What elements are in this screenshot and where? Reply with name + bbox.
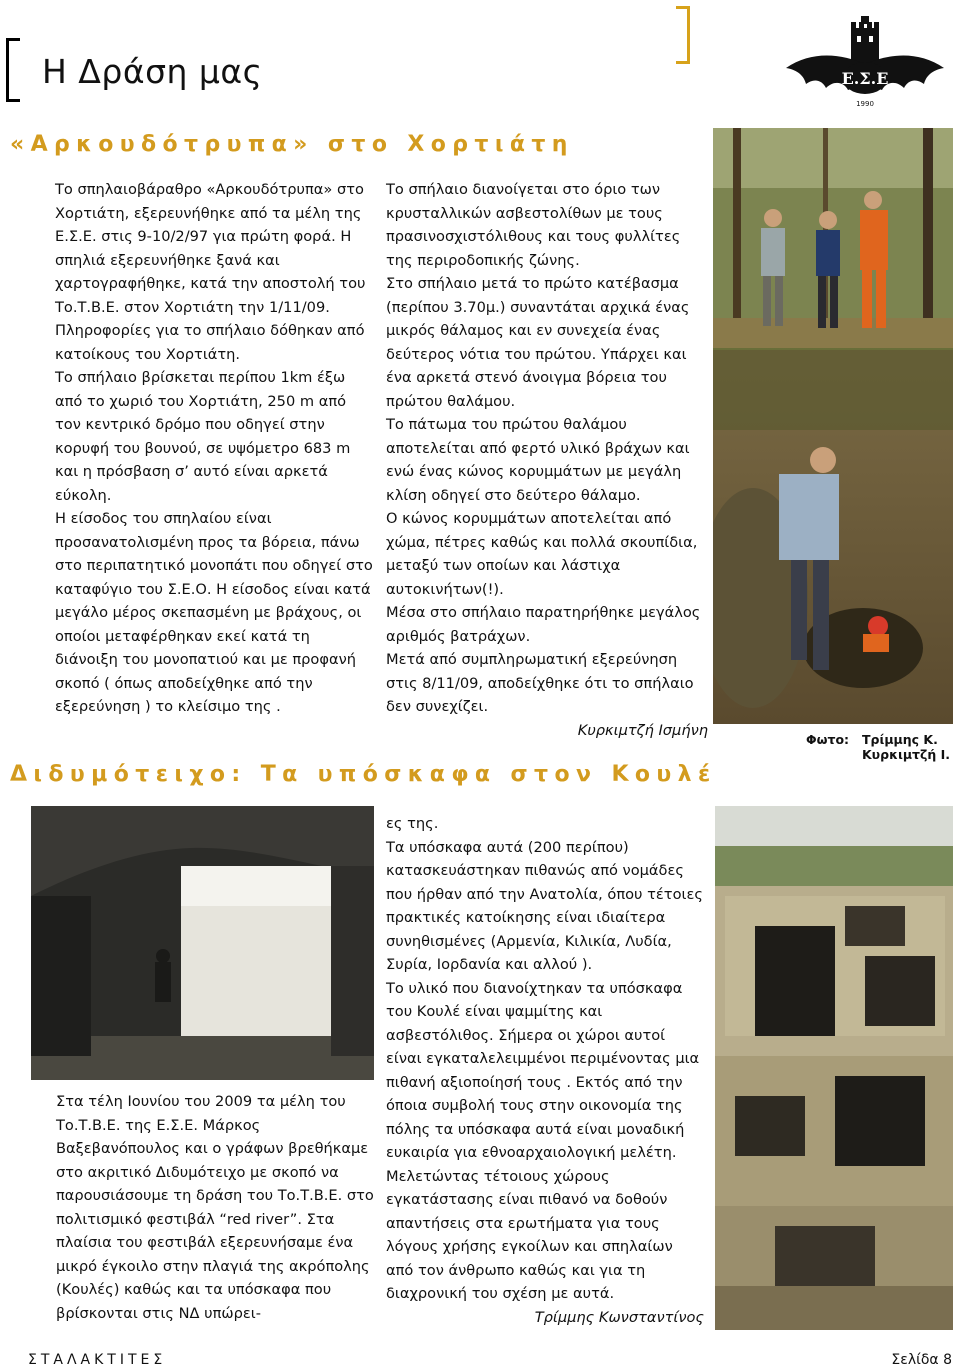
paragraph: ες της. — [386, 815, 439, 832]
article1-column-1 — [55, 178, 373, 719]
author-signature: Τρίμμης Κωνσταντίνος — [534, 1308, 704, 1326]
page-number: Σελίδα 8 — [891, 1352, 952, 1368]
paragraph: Το σπήλαιο βρίσκεται περίπου 1km έξω από το χωριό του Χορτιάτη, 250 m από τον κεντρικό δρόμο που οδηγεί στην κορυφή του βουνού, σε υψόμετρο 683 m και η πρόσβαση σ’ αυτό είναι αρκετά εύκολη. — [55, 369, 351, 504]
photo-credit — [806, 732, 958, 762]
article1-title: «Αρκουδότρυπα» στο Χορτιάτη — [10, 132, 574, 157]
article2-title: Διδυμότειχο: Τα υπόσκαφα στον Κουλέ — [10, 762, 717, 787]
photo-image — [715, 806, 953, 1330]
header-bracket-left — [6, 38, 20, 102]
article1-column-2 — [386, 178, 708, 742]
paragraph: Το πάτωμα του πρώτου θαλάμου αποτελείται από φερτό υλικό βράχων και ενώ ένας κώνος κορυμμάτων με μεγάλη κλίση οδηγεί στο δεύτερο θάλαμο. — [386, 416, 690, 504]
underground-dwellings-photo — [31, 806, 374, 1080]
paragraph: Ο κώνος κορυμμάτων αποτελείται από χώμα, πέτρες καθώς και πολλά σκουπίδια, μεταξύ των οποίων και λάστιχα αυτοκινήτων(!). — [386, 510, 698, 598]
club-logo — [782, 14, 948, 110]
photo-image — [713, 128, 953, 724]
paragraph: Το σπηλαιοβάραθρο «Αρκουδότρυπα» στο Χορτιάτη, εξερευνήθηκε από τα μέλη της Ε.Σ.Ε. στις 9-10/2/97 για πρώτη φορά. Η σπηλιά εξερευνήθηκε ξανά και χαρτογραφήθηκε, κατά την αποστολή του Το.Τ.Β.Ε. στον Χορτιάτη την 1/11/09. — [55, 181, 366, 316]
paragraph: Τα υπόσκαφα αυτά (200 περίπου) κατασκευάστηκαν πιθανώς από νομάδες που ήρθαν από την Ανατολία, όπου τέτοιες πρακτικές κατοίκησης είναι ιδιαίτερα συνηθισμένες (Αρμενία, Κιλικία, Λυδία, Συρία, Ιορδανία και αλλού ). — [386, 838, 703, 973]
paragraph: Το υλικό που διανοίχτηκαν τα υπόσκαφα του Κουλέ είναι ψαμμίτης και ασβεστόλιθος. Σήμερα οι χώροι αυτοί είναι εγκαταλελειμμένοι περιμένοντας μια πιθανή αξιοποίησή τους . Εκτός από την όποια συμβολή τους στην οικονομία της πόλης τα υπόσκαφα αυτά είναι μοναδική ευκαιρία για εθνοαρχαιολογική μελέτη. Μελετώντας τέτοιους χώρους εγκατάστασης είναι πιθανό να δοθούν απαντήσεις στα ερωτήματα για τους λόγους χρήσης εγκοίλων και σπηλαίων από τον άνθρωπο καθώς και για τη διαχρονική του σχέση με αυτά. — [386, 979, 700, 1302]
article2-column-2 — [386, 812, 704, 1329]
photo-credit-name: Κυρκιμτζή Ι. — [862, 747, 951, 762]
svg-text:Ε.Σ.Ε: Ε.Σ.Ε — [841, 69, 889, 88]
svg-text:1990: 1990 — [856, 100, 874, 108]
cave-exploration-photo — [713, 128, 953, 724]
cave-openings-photo — [715, 806, 953, 1330]
paragraph: Πληροφορίες για το σπήλαιο δόθηκαν από κατοίκους του Χορτιάτη. — [55, 322, 365, 363]
article2-column-1 — [56, 1090, 374, 1325]
paragraph: Μετά από συμπληρωματική εξερεύνηση στις 8/11/09, αποδείχθηκε ότι το σπήλαιο δεν συνεχίζει. — [386, 651, 694, 715]
bat-fortress-logo-icon — [782, 14, 948, 110]
section-header-title: Η Δράση μας — [42, 52, 263, 91]
magazine-name: ΣΤΑΛΑΚΤΙΤΕΣ — [28, 1352, 167, 1368]
paragraph: Το σπήλαιο διανοίγεται στο όριο των κρυσταλλικών ασβεστολίθων με τους πρασινοσχιστόλιθους και τους φυλλίτες της περιροδοπικής ζώνης. — [386, 181, 681, 269]
author-signature: Κυρκιμτζή Ισμήνη — [577, 721, 708, 739]
paragraph: Στα τέλη Ιουνίου του 2009 τα μέλη του Το.Τ.Β.Ε. της Ε.Σ.Ε. Μάρκος Βαξεβανόπουλος και ο γράφων βρεθήκαμε στο ακριτικό Διδυμότειχο με σκοπό να παρουσιάσουμε τη δράση του Το.Τ.Β.Ε. στο πολιτισμικό φεστιβάλ “red river”. Στα πλαίσια του φεστιβάλ εξερευνήσαμε ένα μικρό έγκοιλο στην πλαγιά της ακρόπολης (Κουλές) καθώς και τα υπόσκαφα που βρίσκονται στις ΝΔ υπώρει- — [56, 1093, 374, 1322]
photo-credit-label: Φωτο: — [806, 732, 850, 747]
header-bracket-right — [676, 6, 690, 64]
photo-credit-name: Τρίμμης Κ. — [862, 732, 938, 747]
paragraph: Η είσοδος του σπηλαίου είναι προσανατολισμένη προς τα βόρεια, πάνω στο περιπατητικό μονοπάτι που οδηγεί στο καταφύγιο του Σ.Ε.Ο. Η είσοδος είναι κατά μεγάλο μέρος σκεπασμένη με βράχους, οι οποίοι μεταφέρθηκαν εκεί κατά τη διάνοιξη του μονοπατιού και με προφανή σκοπό ( όπως αποδείχθηκε από την εξερεύνηση ) το κλείσιμο της . — [55, 510, 373, 715]
photo-image — [31, 806, 374, 1080]
paragraph: Μέσα στο σπήλαιο παρατηρήθηκε μεγάλος αριθμός βατράχων. — [386, 604, 701, 645]
paragraph: Στο σπήλαιο μετά το πρώτο κατέβασμα (περίπου 3.70μ.) συναντάται αρχικά ένας μικρός θάλαμος και εν συνεχεία ένας δεύτερος νότια του πρώτου. Υπάρχει και ένα αρκετά στενό άνοιγμα βόρεια του πρώτου θαλάμου. — [386, 275, 690, 410]
